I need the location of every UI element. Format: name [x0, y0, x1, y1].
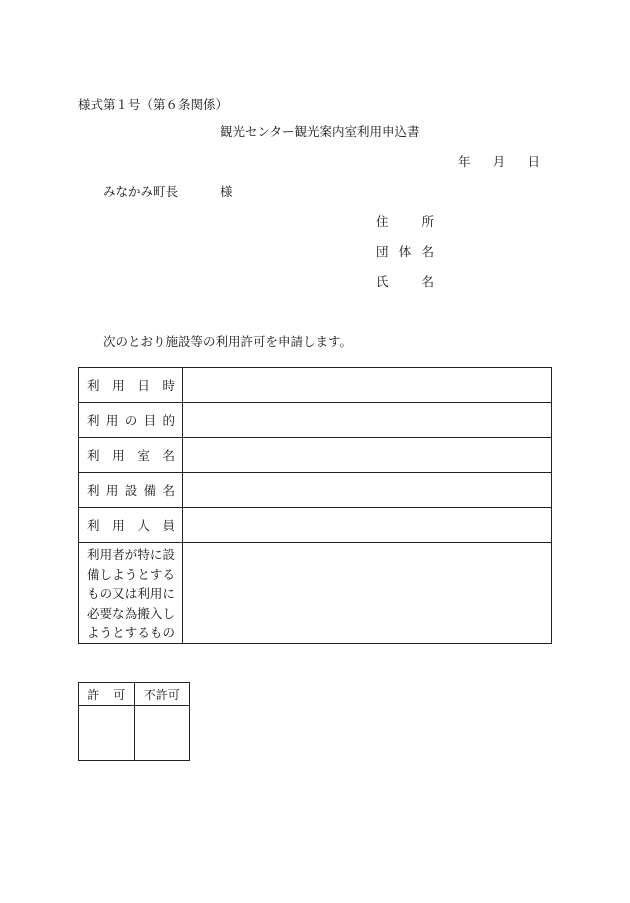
deny-header: 不許可 — [134, 683, 190, 706]
row-label-special-equipment: 利 用 者 が 特 に 設 備 し よ う と す る も の 又 は 利 用 に 必 要 な 為 搬 入 し よ う と す る も の — [79, 543, 183, 644]
permit-stamp-cell[interactable] — [79, 706, 135, 761]
addressee-honorific: 様 — [220, 184, 233, 199]
row-label-room-name: 利 用 室 名 — [79, 438, 183, 473]
intro-text: 次のとおり施設等の利用許可を申請します。 — [103, 334, 353, 349]
permit-header: 許 可 — [79, 683, 135, 706]
applicant-name-label: 氏 名 — [376, 274, 434, 289]
special-equipment-field[interactable] — [183, 543, 552, 644]
row-label-equipment-name: 利 用 設 備 名 — [79, 473, 183, 508]
table-row — [79, 368, 552, 403]
table-row — [79, 473, 552, 508]
form-title: 観光センター観光案内室利用申込書 — [220, 124, 420, 139]
table-row — [79, 403, 552, 438]
applicant-address-label: 住 所 — [376, 214, 434, 229]
date-year-label: 年 — [458, 154, 471, 169]
date-line — [458, 152, 540, 170]
table-row — [79, 508, 552, 543]
deny-stamp-cell[interactable] — [134, 706, 190, 761]
usage-purpose-field[interactable] — [183, 403, 552, 438]
number-of-users-field[interactable] — [183, 508, 552, 543]
table-row — [79, 438, 552, 473]
date-day-label: 日 — [527, 154, 540, 169]
date-month-label: 月 — [492, 154, 506, 169]
row-label-number-of-users: 利 用 人 員 — [79, 508, 183, 543]
equipment-name-field[interactable] — [183, 473, 552, 508]
usage-datetime-field[interactable] — [183, 368, 552, 403]
room-name-field[interactable] — [183, 438, 552, 473]
table-row — [79, 543, 552, 644]
approval-table — [78, 682, 190, 761]
table-row — [79, 706, 190, 761]
applicant-group-label: 団 体 名 — [376, 244, 434, 259]
row-label-usage-purpose: 利 用 の 目 的 — [79, 403, 183, 438]
form-number: 様式第１号（第６条関係） — [78, 97, 229, 112]
application-table — [78, 367, 552, 644]
addressee-name: みなかみ町長 — [103, 184, 179, 199]
row-label-usage-datetime: 利 用 日 時 — [79, 368, 183, 403]
table-row — [79, 683, 190, 706]
